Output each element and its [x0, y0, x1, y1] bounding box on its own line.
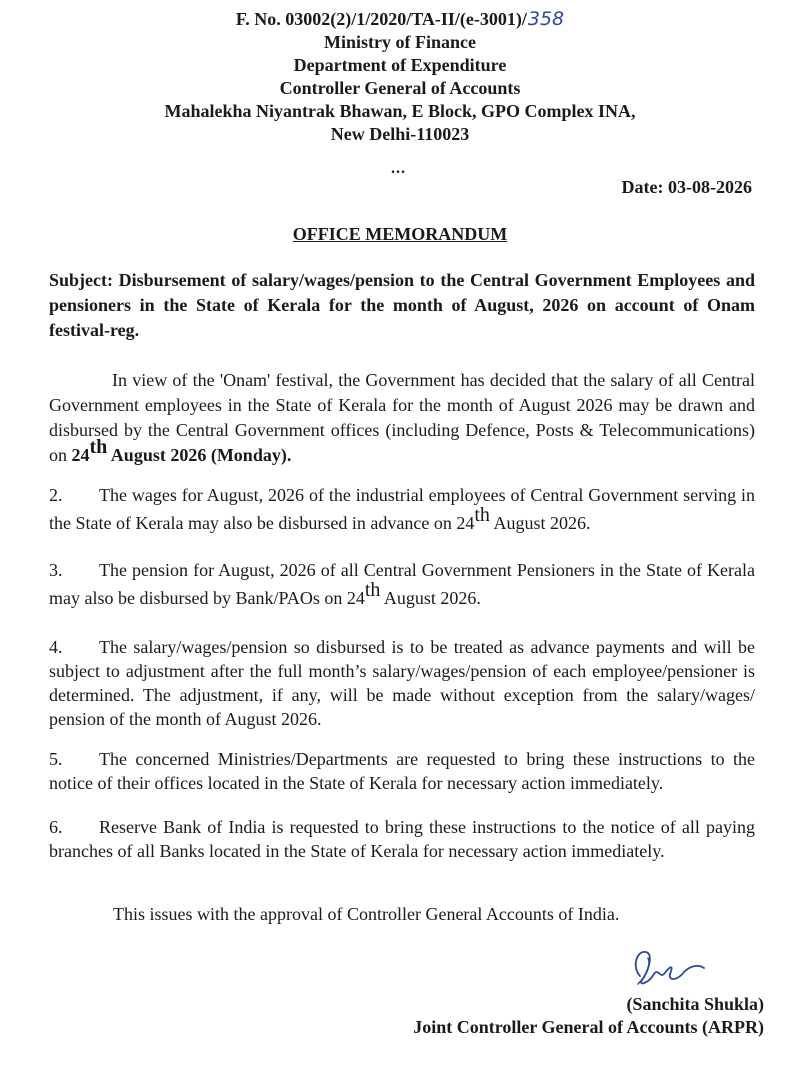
address-line-1: Mahalekha Niyantrak Bhawan, E Block, GPO Complex INA, — [164, 101, 636, 121]
memo-date: Date: 03-08-2026 — [621, 177, 752, 197]
signatory-designation: Joint Controller General of Accounts (ARPR) — [413, 1017, 764, 1037]
signatory-name: (Sanchita Shukla) — [626, 994, 764, 1014]
paragraph-6: 6. Reserve Bank of India is requested to bring these instructions to the notice of all paying branches of all Banks located in the State of Kerala for necessary action immediately. — [49, 817, 755, 861]
letterhead — [0, 8, 800, 146]
approval-statement: This issues with the approval of Controller General Accounts of India. — [113, 904, 620, 924]
paragraph-number: 2. — [49, 485, 63, 505]
ministry-name: Ministry of Finance — [324, 32, 476, 52]
memo-title: OFFICE MEMORANDUM — [292, 224, 508, 244]
header-separator: ... — [391, 160, 406, 177]
paragraph-number: 3. — [49, 560, 63, 580]
department-name: Department of Expenditure — [293, 55, 507, 75]
paragraph-3: 3. The pension for August, 2026 of all Central Government Pensioners in the State of Kerala may also be disbursed by Bank/PAOs on 24th August 2026. — [49, 556, 755, 612]
handwritten-file-suffix: 358 — [527, 8, 565, 30]
memo-subject: Subject: Disbursement of salary/wages/pension to the Central Government Employees and pensioners in the State of Kerala for the month of August, 2026 on account of Onam festival-reg. — [49, 270, 755, 340]
paragraph-number: 6. — [49, 817, 63, 837]
signature-mark — [618, 944, 718, 992]
paragraph-number: 4. — [49, 637, 63, 657]
paragraph-4: 4. The salary/wages/pension so disbursed is to be treated as advance payments and will be subject to adjustment after the full month’s salary/wages/pension of each employee/pensioner is determined. The adjustment, if any, will be made without exception from the salary/wages/ pension of the month of August 2026. — [49, 637, 755, 729]
paragraph-5: 5. The concerned Ministries/Departments are requested to bring these instructions to the notice of their offices located in the State of Kerala for necessary action immediately. — [49, 749, 755, 793]
paragraph-number: 5. — [49, 749, 63, 769]
paragraph-2: 2. The wages for August, 2026 of the industrial employees of Central Government serving in the State of Kerala may also be disbursed in advance on 24th August 2026. — [49, 481, 755, 537]
office-name: Controller General of Accounts — [279, 78, 521, 98]
paragraph-1: In view of the 'Onam' festival, the Government has decided that the salary of all Central Government employees in the State of Kerala for the month of August 2026 may be drawn and disbursed by the Central Government offices (including Defence, Posts & Telecommunications) on 24th August 2026 (Monday). — [49, 370, 755, 465]
address-line-2: New Delhi-110023 — [330, 124, 470, 144]
file-number: F. No. 03002(2)/1/2020/TA-II/(e-3001)/358 — [235, 8, 565, 30]
